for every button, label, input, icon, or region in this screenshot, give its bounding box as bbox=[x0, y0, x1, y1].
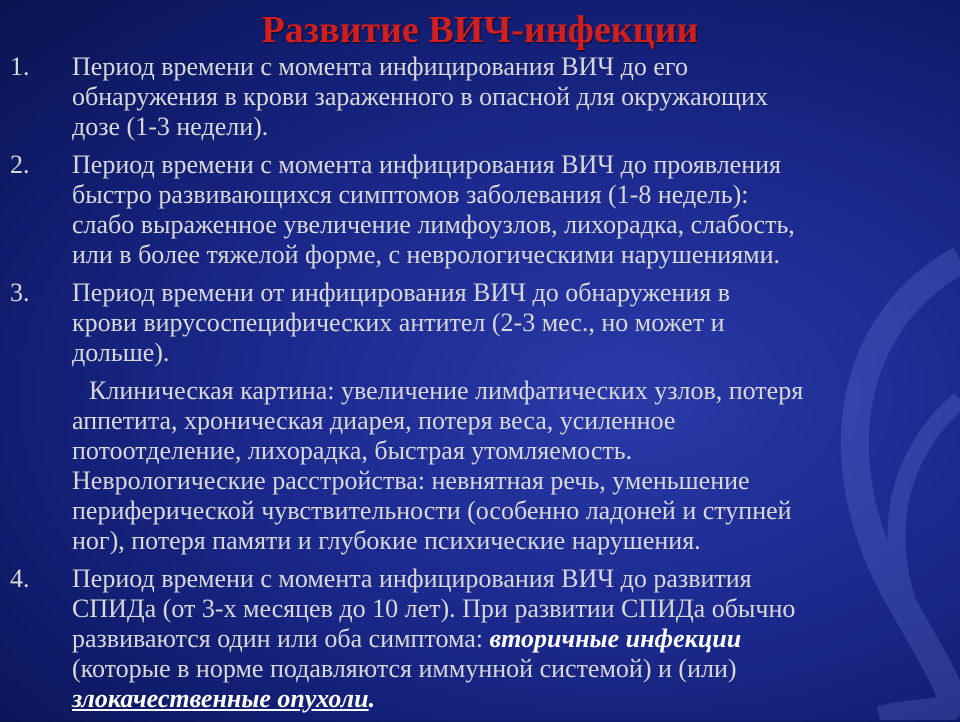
item-text-line: (которые в норме подавляются иммунной системой) и (или) bbox=[72, 654, 737, 683]
list-item-1 bbox=[10, 52, 955, 142]
item-text-line: обнаружения в крови зараженного в опасной для окружающих bbox=[72, 82, 768, 111]
item-number: 3. bbox=[10, 278, 30, 307]
item-text-line: Период времени с момента инфицирования ВИЧ до его bbox=[72, 52, 688, 81]
slide-content bbox=[10, 52, 955, 722]
item-text-line: развиваются один или оба симптома: bbox=[72, 624, 490, 653]
clinical-picture-paragraph bbox=[72, 376, 955, 556]
clinical-text-line: ног), потеря памяти и глубокие психические нарушения. bbox=[72, 526, 701, 555]
highlight-secondary-infections: вторичные инфекции bbox=[489, 624, 742, 653]
slide-title: Развитие ВИЧ-инфекции bbox=[261, 9, 699, 51]
item-text-line: быстро развивающихся симптомов заболевания (1-8 недель): bbox=[72, 180, 749, 209]
list-item-2 bbox=[10, 150, 955, 270]
clinical-text-line: аппетита, хроническая диарея, потеря веса, усиленное bbox=[72, 406, 676, 435]
clinical-text-line: Клиническая картина: увеличение лимфатических узлов, потеря bbox=[89, 376, 804, 405]
clinical-text-line: Неврологические расстройства: невнятная речь, уменьшение bbox=[72, 466, 750, 495]
item-text-line: слабо выраженное увеличение лимфоузлов, лихорадка, слабость, bbox=[72, 210, 795, 239]
item-number: 2. bbox=[10, 150, 30, 179]
list-item-4 bbox=[10, 564, 955, 714]
item-text-line: СПИДа (от 3-х месяцев до 10 лет). При развитии СПИДа обычно bbox=[72, 594, 796, 623]
clinical-text-line: периферической чувствительности (особенно ладоней и ступней bbox=[72, 496, 792, 525]
item-text-period: . bbox=[368, 684, 376, 713]
item-text-line: дольше). bbox=[72, 338, 170, 367]
clinical-text-line: потоотделение, лихорадка, быстрая утомляемость. bbox=[72, 436, 633, 465]
item-text-line: дозе (1-3 недели). bbox=[72, 112, 269, 141]
item-text-line: Период времени с момента инфицирования ВИЧ до проявления bbox=[72, 150, 782, 179]
highlight-malignant-tumors: злокачественные опухоли bbox=[72, 684, 369, 713]
list-item-3 bbox=[10, 278, 955, 368]
item-text-line: Период времени от инфицирования ВИЧ до обнаружения в bbox=[72, 278, 731, 307]
item-number: 1. bbox=[10, 52, 30, 81]
item-text-line: Период времени с момента инфицирования ВИЧ до развития bbox=[72, 564, 752, 593]
item-number: 4. bbox=[10, 564, 30, 593]
item-text-line: крови вирусоспецифических антител (2-3 мес., но может и bbox=[72, 308, 725, 337]
item-text-line: или в более тяжелой форме, с неврологическими нарушениями. bbox=[72, 240, 781, 269]
